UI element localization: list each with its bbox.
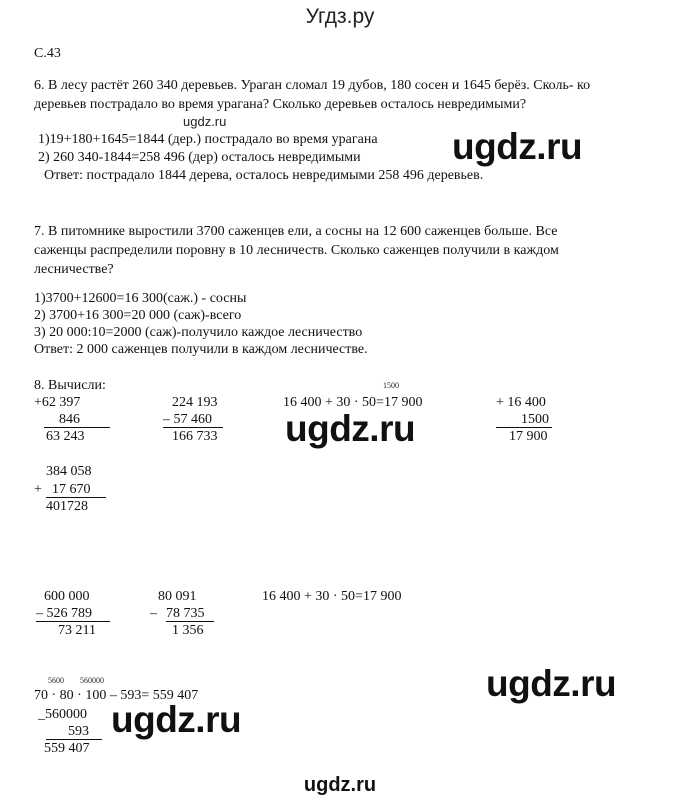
calc9-result: 559 407: [44, 741, 90, 756]
calc8-expression: 16 400 + 30 · 50=17 900: [262, 589, 402, 604]
calc9-expression: 70 · 80 · 100 – 593= 559 407: [34, 688, 199, 703]
calc3-expression: 16 400 + 30 · 50=17 900: [283, 395, 423, 410]
calc9-operand-b: 593: [68, 724, 89, 739]
site-title: Угдз.ру: [305, 5, 375, 28]
watermark-footer: ugdz.ru: [303, 774, 377, 796]
calc9-note-1: 5600: [48, 676, 64, 685]
calc4-result: 17 900: [509, 429, 548, 444]
watermark-large: ugdz.ru: [111, 699, 242, 740]
calc6-underline: [36, 621, 110, 622]
task7-answer: Ответ: 2 000 саженцев получили в каждом лесничестве.: [34, 342, 368, 357]
task7-text-line1: 7. В питомнике выростили 3700 саженцев ели, а сосны на 12 600 саженцев больше. Все: [34, 224, 558, 239]
calc6-result: 73 211: [58, 623, 96, 638]
task6-text-line2: деревьев пострадало во время урагана? Сколько деревьев осталось невредимыми?: [34, 97, 527, 112]
watermark-large: ugdz.ru: [285, 408, 416, 449]
watermark-small: ugdz.ru: [183, 114, 227, 129]
calc7-operator: –: [150, 606, 157, 621]
calc5-operator: +: [34, 482, 42, 497]
task7-solution-2: 2) 3700+16 300=20 000 (саж)-всего: [34, 308, 242, 323]
calc9-underline: [46, 739, 102, 740]
calc9-operand-a: _560000: [38, 707, 87, 722]
calc4-underline: [496, 427, 552, 428]
page-number: С.43: [34, 46, 61, 61]
calc1-underline: [44, 427, 110, 428]
calc5-operand-b: 17 670: [52, 482, 91, 497]
calc6-operand-b: – 526 789: [36, 606, 92, 621]
calc4-operand-a: + 16 400: [496, 395, 546, 410]
calc5-operand-a: 384 058: [46, 464, 92, 479]
calc2-result: 166 733: [172, 429, 218, 444]
calc4-operand-b: 1500: [521, 412, 549, 427]
task7-text-line2: саженцы распределили поровну в 10 лесничеств. Сколько саженцев получили в каждом: [34, 243, 559, 258]
task6-answer: Ответ: пострадало 1844 дерева, осталось невредимыми 258 496 деревьев.: [44, 168, 484, 183]
calc2-underline: [163, 427, 223, 428]
watermark-large: ugdz.ru: [486, 663, 617, 704]
calc1-operand-a: +62 397: [34, 395, 81, 410]
watermark-large: ugdz.ru: [452, 126, 583, 167]
task7-solution-3: 3) 20 000:10=2000 (саж)-получило каждое лесничество: [34, 325, 363, 340]
calc7-underline: [166, 621, 214, 622]
task6-text-line1: 6. В лесу растёт 260 340 деревьев. Ураган сломал 19 дубов, 180 сосен и 1645 берёз. Сколь- ко: [34, 78, 591, 93]
task7-solution-1: 1)3700+12600=16 300(саж.) - сосны: [34, 291, 247, 306]
task8-title: 8. Вычисли:: [34, 378, 106, 393]
calc1-result: 63 243: [46, 429, 85, 444]
calc6-operand-a: 600 000: [44, 589, 90, 604]
calc7-result: 1 356: [172, 623, 204, 638]
calc5-underline: [46, 497, 106, 498]
calc5-result: 401728: [46, 499, 88, 514]
calc7-operand-a: 80 091: [158, 589, 197, 604]
calc9-note-2: 560000: [80, 676, 104, 685]
task6-solution-2: 2) 260 340-1844=258 496 (дер) осталось невредимыми: [38, 150, 361, 165]
calc2-operand-b: – 57 460: [163, 412, 212, 427]
calc3-note: 1500: [383, 381, 399, 390]
calc1-operand-b: 846: [59, 412, 80, 427]
task7-text-line3: лесничестве?: [34, 262, 114, 277]
calc7-operand-b: 78 735: [166, 606, 205, 621]
task6-solution-1: 1)19+180+1645=1844 (дер.) пострадало во время урагана: [38, 132, 378, 147]
calc2-operand-a: 224 193: [172, 395, 218, 410]
